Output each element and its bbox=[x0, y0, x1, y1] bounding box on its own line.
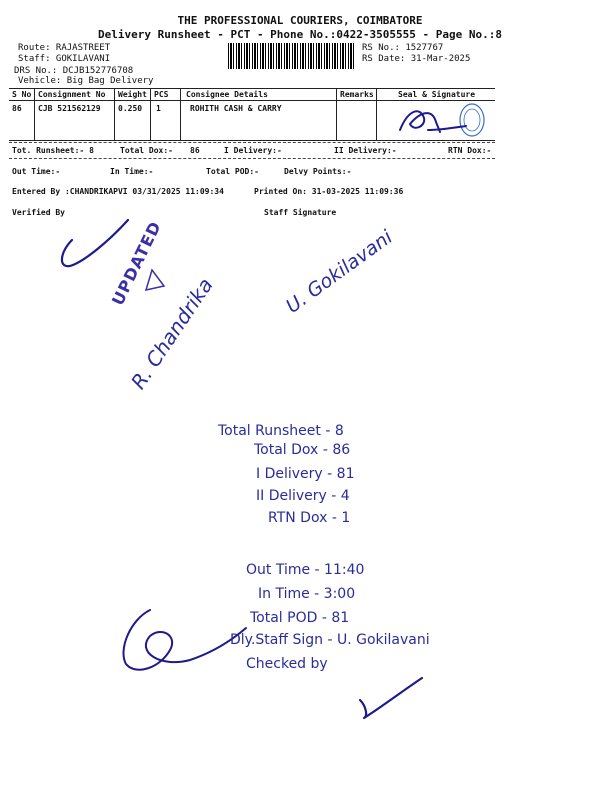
col-header: PCS bbox=[154, 90, 169, 99]
cell-pcs: 1 bbox=[156, 104, 161, 113]
hw-checked-by: Checked by bbox=[246, 656, 328, 672]
entered-by: Entered By :CHANDRIKAPVI 03/31/2025 11:09:34 bbox=[12, 187, 224, 196]
col-header: Consignee Details bbox=[186, 90, 268, 99]
cell-consignment: CJB 521562129 bbox=[38, 104, 101, 113]
hw-staff-sign: Dly.Staff Sign - U. Gokilavani bbox=[230, 632, 430, 648]
cell-sno: 86 bbox=[12, 104, 22, 113]
cell-weight: 0.250 bbox=[118, 104, 143, 113]
in-time: In Time:- bbox=[110, 167, 154, 176]
hw-total-runsheet: Total Runsheet - 8 bbox=[218, 423, 344, 439]
hw-ii-delivery: II Delivery - 4 bbox=[256, 488, 350, 504]
sig-name-1: R. Chandrika bbox=[126, 273, 218, 394]
total-dox-value: 86 bbox=[190, 146, 200, 155]
rs-date: RS Date: 31-Mar-2025 bbox=[362, 54, 471, 64]
tot-runsheet: Tot. Runsheet:- 8 bbox=[12, 146, 94, 155]
rtn-dox: RTN Dox:- bbox=[448, 146, 492, 155]
col-header: Weight bbox=[118, 90, 147, 99]
total-dox-label: Total Dox:- bbox=[120, 146, 173, 155]
hw-rtn-dox: RTN Dox - 1 bbox=[268, 510, 351, 526]
company-title: THE PROFESSIONAL COURIERS, COIMBATORE bbox=[177, 14, 423, 27]
printed-on: Printed On: 31-03-2025 11:09:36 bbox=[254, 187, 404, 196]
col-header: Remarks bbox=[340, 90, 374, 99]
verified-by: Verified By bbox=[12, 208, 65, 217]
staff-label: Staff: GOKILAVANI bbox=[18, 54, 111, 64]
hw-out-time: Out Time - 11:40 bbox=[246, 562, 365, 578]
route-label: Route: RAJASTREET bbox=[18, 43, 111, 53]
updated-stamp: UPDATED bbox=[108, 217, 166, 309]
col-header: Consignment No bbox=[38, 90, 106, 99]
hw-total-dox: Total Dox - 86 bbox=[254, 442, 351, 458]
hw-in-time: In Time - 3:00 bbox=[258, 586, 356, 602]
col-header: S No bbox=[12, 90, 32, 99]
col-header: Seal & Signature bbox=[398, 90, 476, 99]
vehicle-label: Vehicle: Big Bag Delivery bbox=[18, 76, 154, 86]
cell-consignee: ROHITH CASH & CARRY bbox=[190, 104, 282, 113]
ii-delivery: II Delivery:- bbox=[334, 146, 397, 155]
rs-number: RS No.: 1527767 bbox=[362, 43, 444, 53]
out-time: Out Time:- bbox=[12, 167, 61, 176]
drs-number: DRS No.: DCJB152776708 bbox=[14, 66, 134, 76]
total-pod: Total POD:- bbox=[206, 167, 259, 176]
runsheet-subtitle: Delivery Runsheet - PCT - Phone No.:0422-3505555 - Page No.:8 bbox=[98, 28, 502, 41]
sig-name-2: U. Gokilavani bbox=[282, 226, 397, 318]
hw-i-delivery: I Delivery - 81 bbox=[256, 466, 355, 482]
delvy-points: Delvy Points:- bbox=[284, 167, 352, 176]
i-delivery: I Delivery:- bbox=[224, 146, 282, 155]
hw-total-pod: Total POD - 81 bbox=[250, 610, 350, 626]
staff-signature: Staff Signature bbox=[264, 208, 337, 217]
